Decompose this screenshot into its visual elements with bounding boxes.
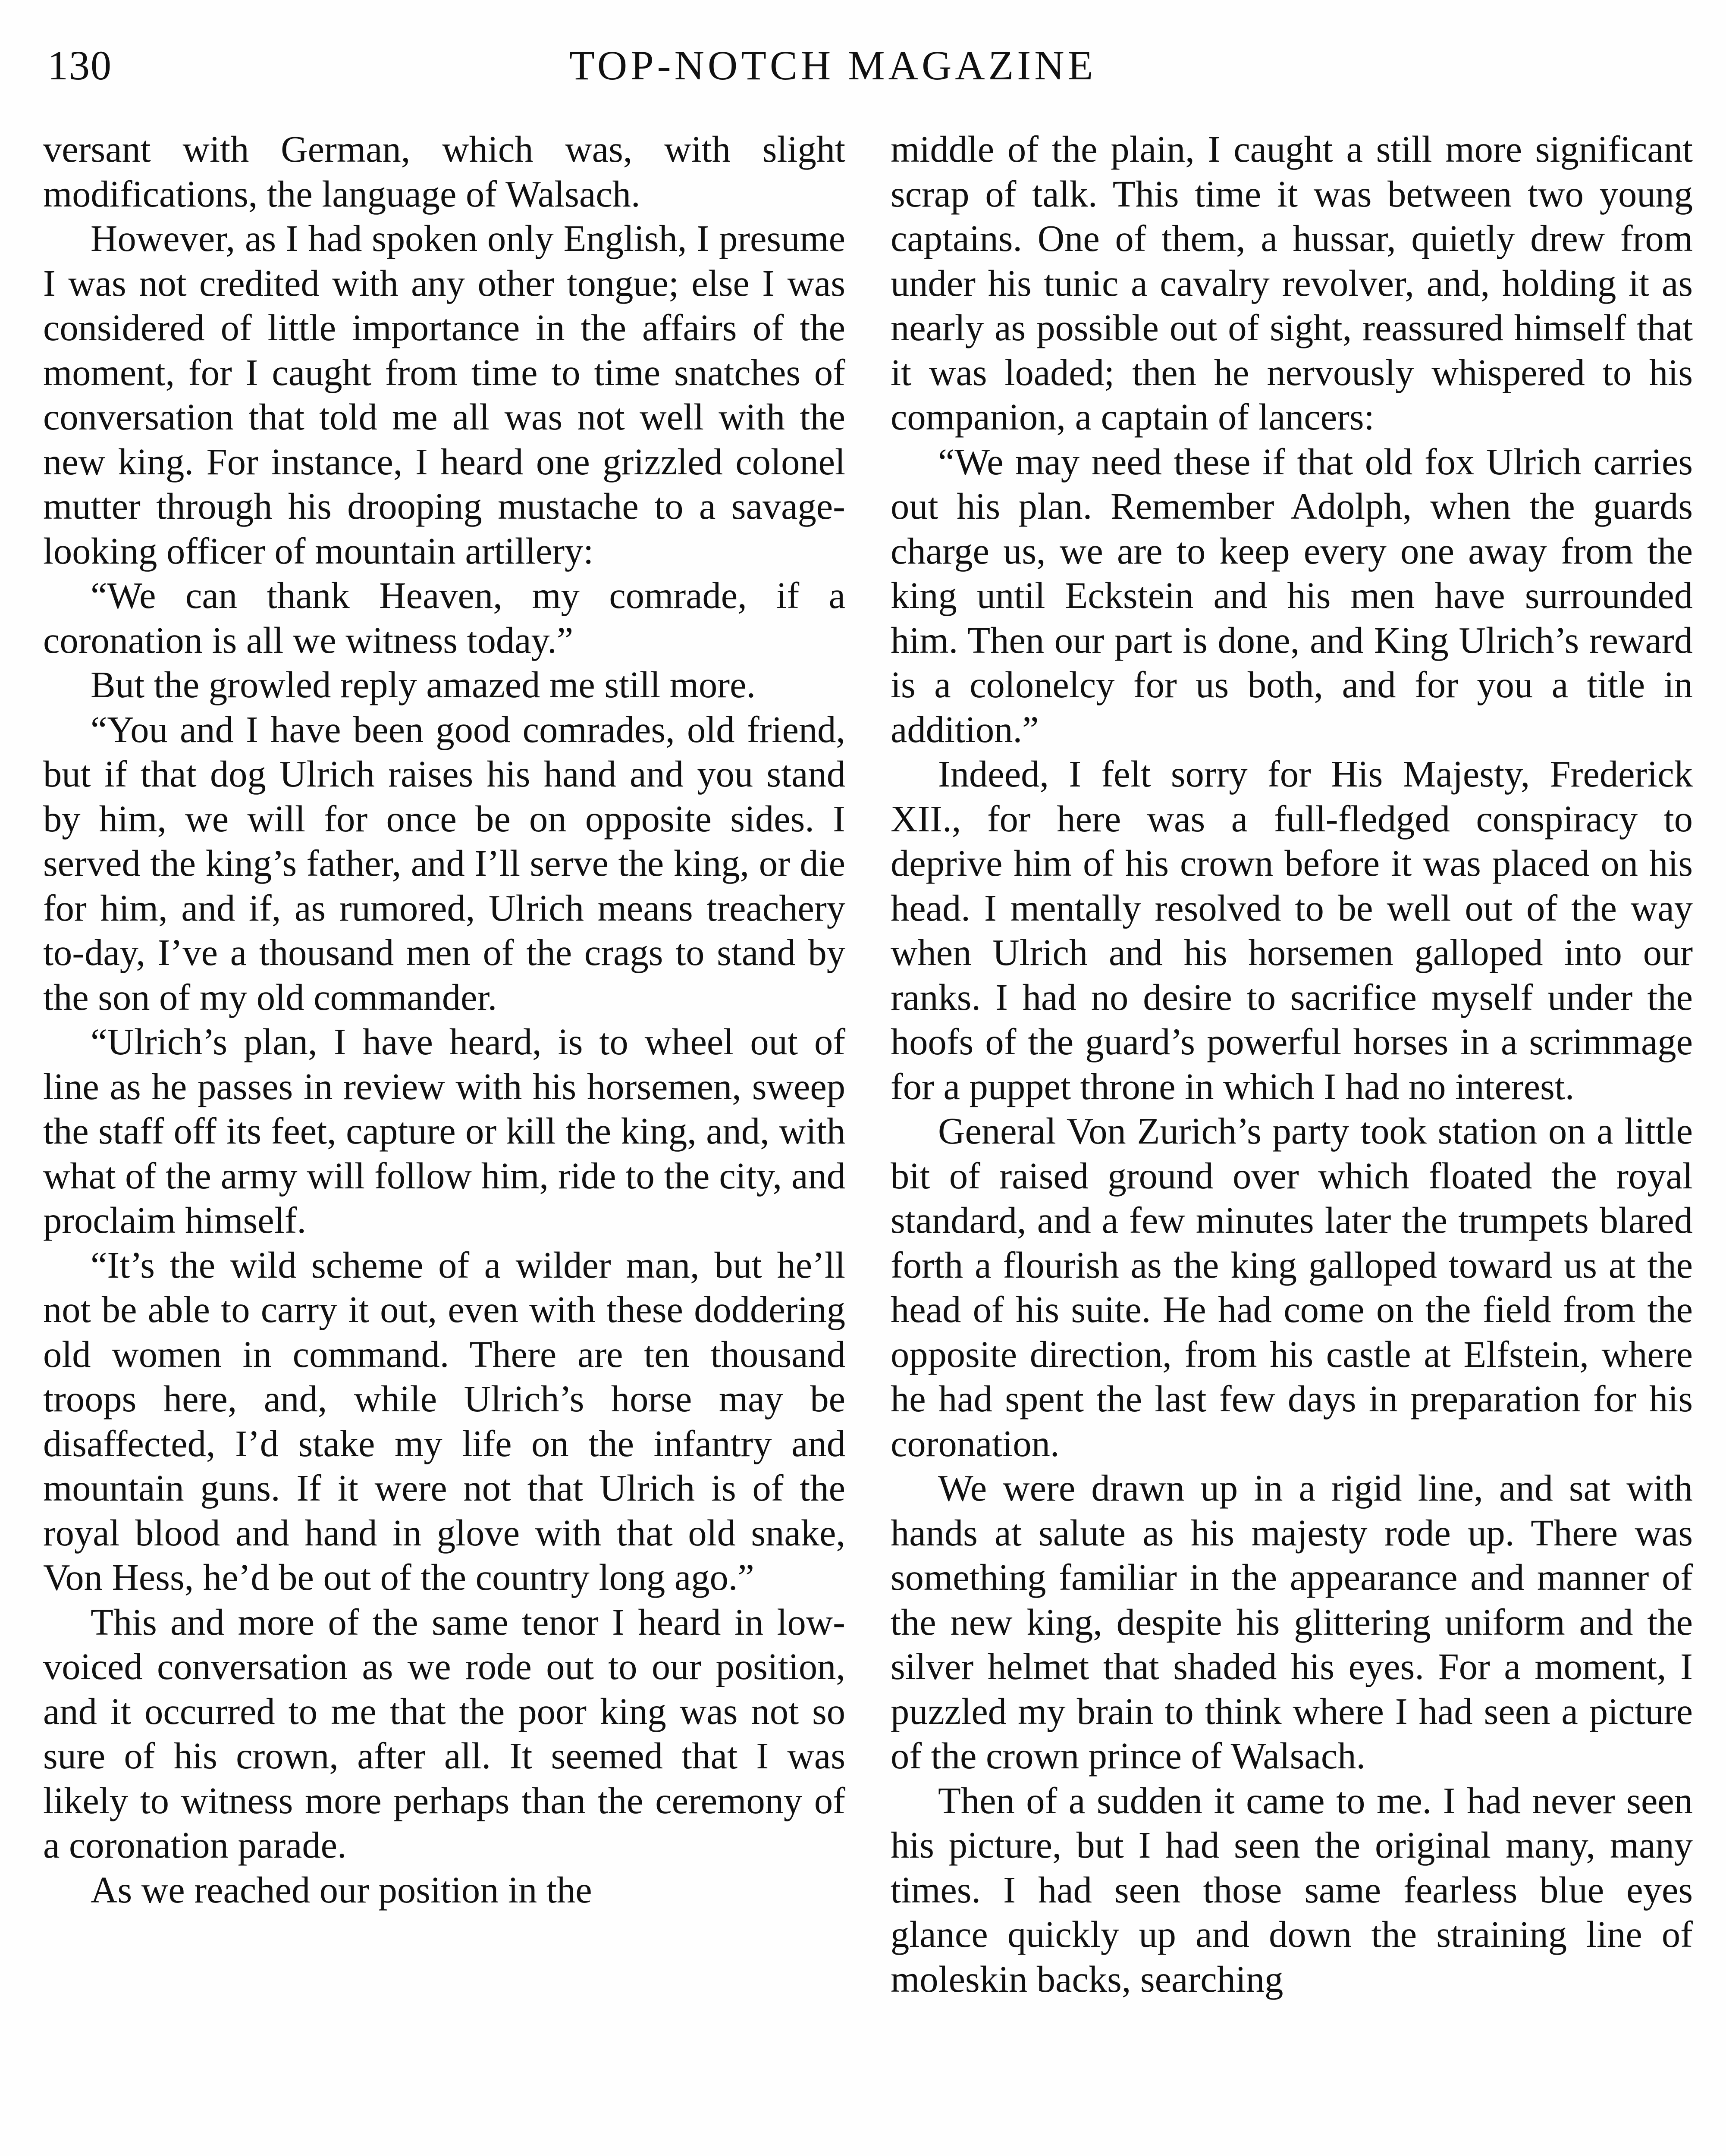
paragraph: versant with German, which was, with slight modifications, the language of Walsach. — [43, 128, 845, 215]
paragraph: “Ulrich’s plan, I have heard, is to wheel out of line as he passes in review with his horsemen, sweep the staff off its feet, capture or kill the king, and, with what of the army will follow him, ride to the city, and proclaim himself. — [43, 1021, 845, 1241]
paragraph: This and more of the same tenor I heard in low-voiced conversation as we rode out to our position, and it occurred to me that the poor king was not so sure of his crown, after all. It seemed that I was likely to witness more perhaps than the ceremony of a coronation parade. — [43, 1601, 845, 1866]
paragraph: “We can thank Heaven, my comrade, if a coronation is all we witness today.” — [43, 575, 845, 661]
paragraph: “You and I have been good comrades, old friend, but if that dog Ulrich raises his hand and you stand by him, we will for once be on opposite sides. I served the king’s father, and I’ll serve the king, or die for him, and if, as rumored, Ulrich means treachery to-day, I’ve a thousand men of the crags to stand by the son of my old commander. — [43, 708, 845, 1018]
paragraph: Indeed, I felt sorry for His Majesty, Frederick XII., for here was a full-fledged conspiracy to deprive him of his crown before it was placed on his head. I mentally resolved to be well out of the way when Ulrich and his horsemen galloped into our ranks. I had no desire to sacrifice myself under the hoofs of the guard’s powerful horses in a scrimmage for a puppet throne in which I had no interest. — [891, 753, 1693, 1107]
right-column — [891, 127, 1693, 2002]
paragraph: “We may need these if that old fox Ulrich carries out his plan. Remember Adolph, when the guards charge us, we are to keep every one away from the king until Eckstein and his men have surrounded him. Then our part is done, and King Ulrich’s reward is a colonelcy for us both, and for you a title in addition.” — [891, 441, 1693, 750]
paragraph: But the growled reply amazed me still more. — [91, 664, 756, 705]
left-column — [43, 127, 845, 1912]
paragraph: General Von Zurich’s party took station on a little bit of raised ground over which floated the royal standard, and a few minutes later the trumpets blared forth a flourish as the king galloped toward us at the head of his suite. He had come on the field from the opposite direction, from his castle at Elfstein, where he had spent the last few days in preparation for his coronation. — [891, 1110, 1693, 1464]
page-header — [0, 40, 1726, 91]
paragraph: However, as I had spoken only English, I presume I was not credited with any other tongue; else I was considered of little importance in the affairs of the moment, for I caught from time to time snatches of conversation that told me all was not well with the new king. For instance, I heard one grizzled colonel mutter through his drooping mustache to a savage-looking officer of mountain artillery: — [43, 218, 845, 572]
paragraph: As we reached our position in the — [91, 1869, 592, 1911]
paragraph: middle of the plain, I caught a still more significant scrap of talk. This time it was between two young captains. One of them, a hussar, quietly drew from under his tunic a cavalry revolver, and, holding it as nearly as possible out of sight, reassured himself that it was loaded; then he nervously whispered to his companion, a captain of lancers: — [891, 128, 1693, 438]
paragraph: Then of a sudden it came to me. I had never seen his picture, but I had seen the original many, many times. I had seen those same fearless blue eyes glance quickly up and down the straining line of moleskin backs, searching — [891, 1780, 1693, 2000]
paragraph: “It’s the wild scheme of a wilder man, but he’ll not be able to carry it out, even with these doddering old women in command. There are ten thousand troops here, and, while Ulrich’s horse may be disaffected, I’d stake my life on the infantry and mountain guns. If it were not that Ulrich is of the royal blood and hand in glove with that old snake, Von Hess, he’d be out of the country long ago.” — [43, 1244, 845, 1598]
running-head: TOP-NOTCH MAGAZINE — [569, 42, 1097, 88]
page-number: 130 — [47, 42, 112, 88]
paragraph: We were drawn up in a rigid line, and sat with hands at salute as his majesty rode up. There was something familiar in the appearance and manner of the new king, despite his glittering uniform and the silver helmet that shaded his eyes. For a moment, I puzzled my brain to think where I had seen a picture of the crown prince of Walsach. — [891, 1467, 1693, 1777]
